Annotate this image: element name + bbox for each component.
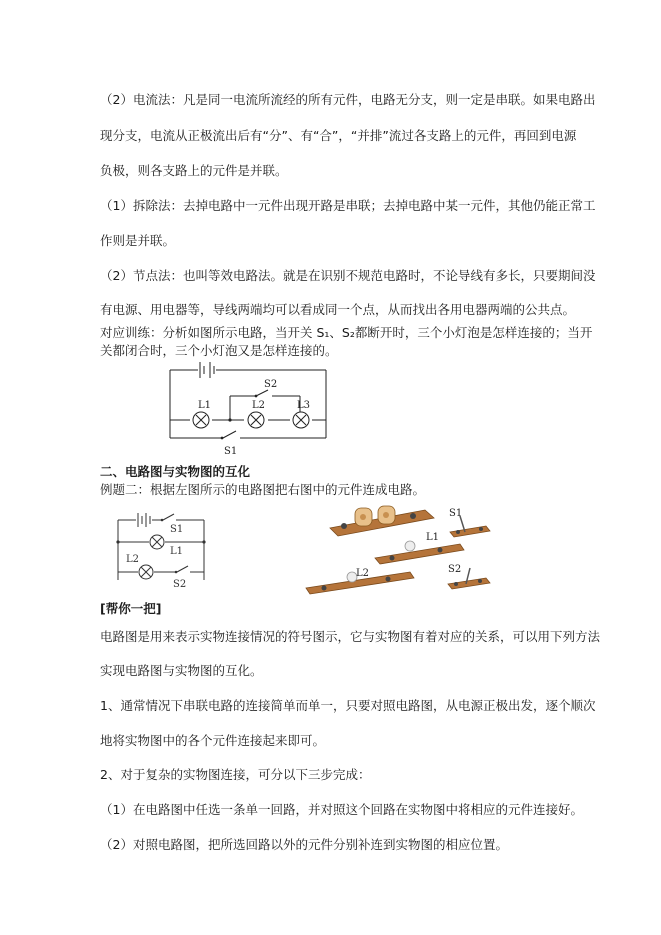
paragraph-intro-1: 电路图是用来表示实物连接情况的符号图示，它与实物图有着对应的关系，可以用下列方法: [100, 629, 601, 644]
physical-components-picture: [300, 500, 500, 602]
paragraph-removal-method-1: （1）拆除法：去掉电路中一元件出现开路是串联；去掉电路中某一元件，其他仍能正常工: [100, 198, 596, 213]
paragraph-current-method-2: 现分支，电流从正极流出后有“分”、有“合”，“并排”流过各支路上的元件，再回到电源: [100, 128, 577, 143]
fig3-label-l1: L1: [426, 532, 440, 543]
paragraph-node-method-2: 有电源、用电器等，导线两端均可以看成同一个点，从而找出各用电器两端的公共点。: [100, 302, 576, 317]
label-s2: S2: [264, 379, 278, 390]
paragraph-step-1a: 1、通常情况下串联电路的连接简单而单一，只要对照电路图，从电源正极出发，逐个顺次: [100, 698, 596, 713]
paragraph-current-method-3: 负极，则各支路上的元件是并联。: [100, 163, 288, 178]
label-l3: L3: [297, 400, 311, 411]
circuit-diagram-left: [100, 502, 222, 594]
fig3-label-s2: S2: [448, 564, 462, 575]
section-title: 二、电路图与实物图的互化: [100, 464, 251, 479]
label-l1: L1: [198, 400, 212, 411]
label-l2: L2: [252, 400, 266, 411]
fig2-label-s2: S2: [173, 579, 187, 590]
paragraph-intro-2: 实现电路图与实物图的互化。: [100, 663, 263, 678]
fig3-label-s1: S1: [449, 508, 463, 519]
paragraph-node-method-1: （2）节点法：也叫等效电路法。就是在识别不规范电路时，不论导线有多长，只要期间没: [100, 268, 596, 283]
help-title: [帮你一把]: [100, 601, 162, 616]
lamp-l1-board: [375, 544, 464, 564]
paragraph-exercise-1: 对应训练：分析如图所示电路，当开关 S₁、S₂都断开时，三个小灯泡是怎样连接的；当开: [100, 325, 593, 340]
switch-s1-board: [450, 526, 490, 537]
fig2-label-l2: L2: [126, 554, 140, 565]
paragraph-exercise-2: 关都闭合时，三个小灯泡又是怎样连接的。: [100, 343, 338, 358]
label-s1: S1: [224, 446, 238, 457]
fig2-label-s1: S1: [170, 524, 184, 535]
fig3-label-l2: L2: [356, 568, 370, 579]
paragraph-current-method-1: （2）电流法：凡是同一电流所流经的所有元件，电路无分支，则一定是串联。如果电路出: [100, 92, 596, 107]
paragraph-step-1b: 地将实物图中的各个元件连接起来即可。: [100, 733, 326, 748]
fig2-label-l1: L1: [170, 546, 184, 557]
example-two-text: 例题二：根据左图所示的电路图把右图中的元件连成电路。: [100, 482, 426, 497]
paragraph-step-2-2: （2）对照电路图，把所选回路以外的元件分别补连到实物图的相应位置。: [100, 837, 508, 852]
paragraph-step-2: 2、对于复杂的实物图连接，可分以下三步完成：: [100, 767, 371, 782]
paragraph-step-2-1: （1）在电路图中任选一条单一回路，并对照这个回路在实物图中将相应的元件连接好。: [100, 802, 583, 817]
paragraph-removal-method-2: 作则是并联。: [100, 233, 176, 248]
circuit-diagram-three-lamps: [160, 358, 335, 458]
